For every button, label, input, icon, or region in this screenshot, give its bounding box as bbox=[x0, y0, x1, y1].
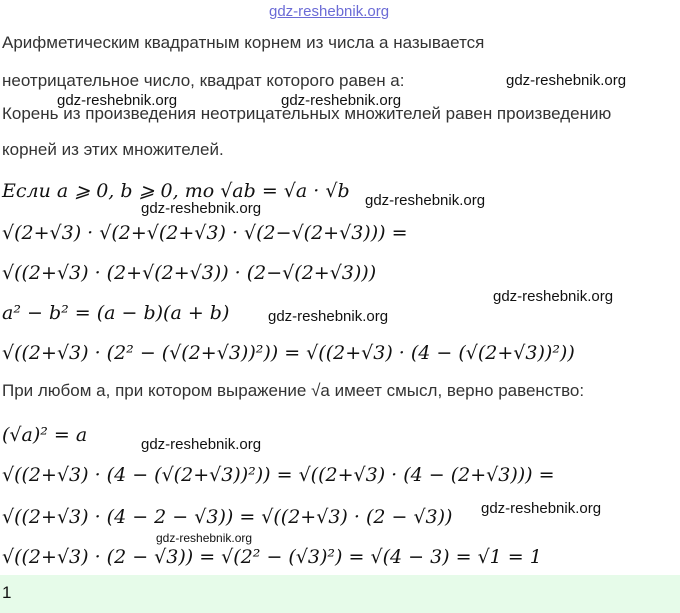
step-4-expression: √((2+√3) · (4 − 2 − √3)) = √((2+√3) · (2 − √3)) bbox=[2, 506, 453, 528]
sqrt-square-rule-text: При любом a, при котором выражение √a имеет смысл, верно равенство: bbox=[2, 381, 585, 400]
difference-of-squares-formula: a² − b² = (a − b)(a + b) bbox=[2, 302, 230, 324]
step-3-expression: √((2+√3) · (4 − (√(2+√3))²)) = √((2+√3) · (4 − (2+√3))) = bbox=[2, 464, 555, 486]
property-formula: Если a ⩾ 0, b ⩾ 0, то √ab = √a · √b bbox=[2, 180, 350, 202]
watermark-top: gdz-reshebnik.org bbox=[269, 3, 390, 20]
step-5-expression: √((2+√3) · (2 − √3)) = √(2² − (√3)²) = √(4 − 3) = √1 = 1 bbox=[2, 546, 542, 568]
watermark: gdz-reshebnik.org bbox=[481, 500, 602, 517]
watermark: gdz-reshebnik.org bbox=[141, 200, 262, 217]
step-1-result: √((2+√3) · (2+√(2+√3)) · (2−√(2+√3))) bbox=[2, 262, 377, 284]
step-2-expression: √((2+√3) · (2² − (√(2+√3))²)) = √((2+√3) · (4 − (√(2+√3))²)) bbox=[2, 342, 575, 364]
answer-bar bbox=[0, 575, 680, 613]
watermark: gdz-reshebnik.org bbox=[506, 72, 627, 89]
watermark: gdz-reshebnik.org bbox=[493, 288, 614, 305]
watermark: gdz-reshebnik.org bbox=[268, 308, 389, 325]
watermark: gdz-reshebnik.org bbox=[365, 192, 486, 209]
watermark: gdz-reshebnik.org bbox=[281, 92, 402, 109]
step-1-expression: √(2+√3) · √(2+√(2+√3) · √(2−√(2+√3))) = bbox=[2, 222, 408, 244]
property-line-2: корней из этих множителей. bbox=[2, 140, 224, 159]
watermark: gdz-reshebnik.org bbox=[57, 92, 178, 109]
sqrt-square-rule-formula: (√a)² = a bbox=[2, 424, 88, 446]
definition-line-2: неотрицательное число, квадрат которого равен a: bbox=[2, 71, 405, 90]
definition-line-1: Арифметическим квадратным корнем из числа a называется bbox=[2, 33, 485, 52]
answer-value: 1 bbox=[2, 583, 12, 602]
property-line-1: Корень из произведения неотрицательных множителей равен произведению bbox=[2, 104, 612, 123]
watermark: gdz-reshebnik.org bbox=[141, 436, 262, 453]
watermark: gdz-reshebnik.org bbox=[156, 531, 253, 545]
